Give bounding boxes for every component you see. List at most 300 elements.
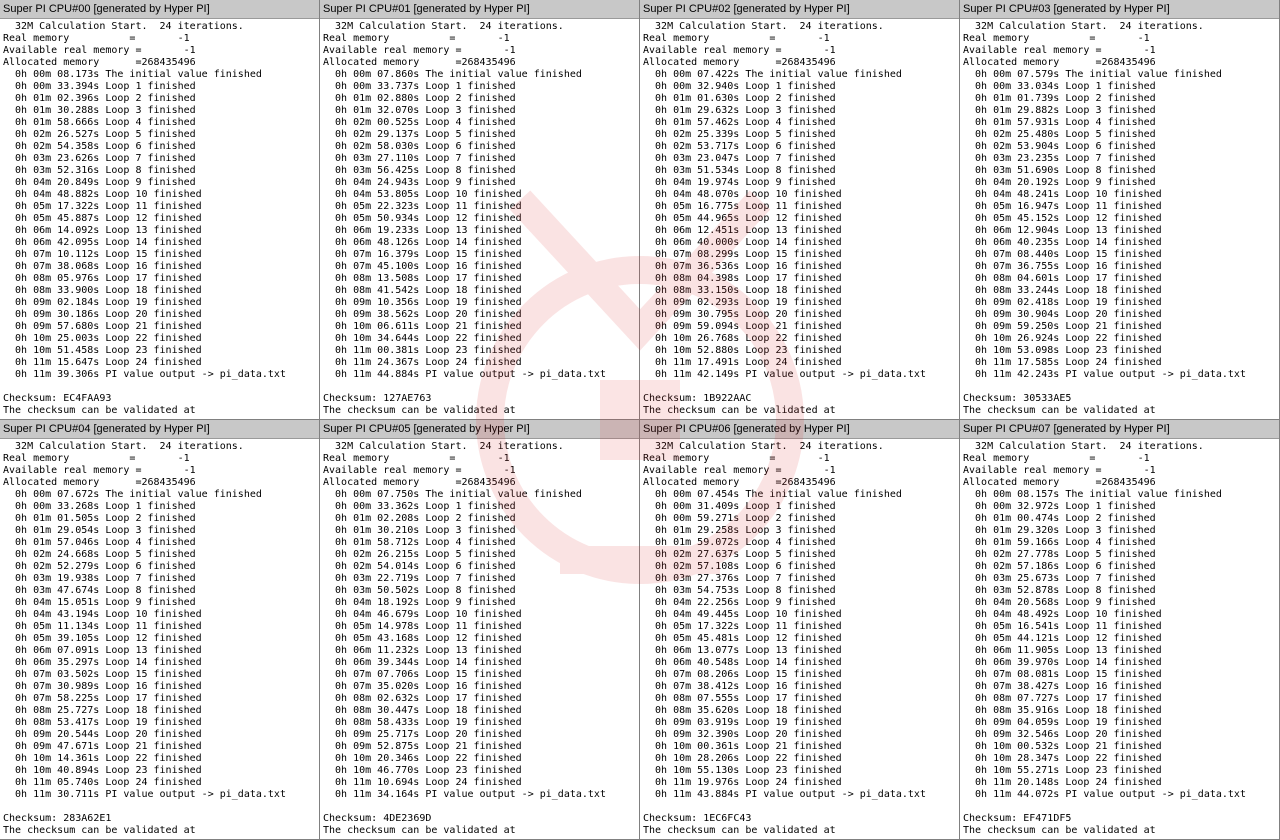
timing-line: 0h 04m 18.192s Loop 9 finished	[323, 597, 516, 608]
timing-line: 0h 00m 07.422s The initial value finished	[643, 69, 902, 80]
timing-line: 0h 07m 08.299s Loop 15 finished	[643, 249, 842, 260]
timing-line: 0h 05m 39.105s Loop 12 finished	[3, 633, 202, 644]
timing-line: 0h 04m 48.882s Loop 10 finished	[3, 189, 202, 200]
timing-line: 0h 10m 25.003s Loop 22 finished	[3, 333, 202, 344]
checksum-line	[3, 393, 319, 405]
timing-line: 0h 03m 52.878s Loop 8 finished	[963, 585, 1156, 596]
window-title-suffix: [generated by Hyper PI]	[730, 423, 850, 435]
timing-line: 0h 07m 07.706s Loop 15 finished	[323, 669, 522, 680]
timing-line: 0h 11m 17.585s Loop 24 finished	[963, 357, 1162, 368]
timing-line: 0h 11m 15.647s Loop 24 finished	[3, 357, 202, 368]
timing-line: 0h 00m 33.268s Loop 1 finished	[3, 501, 196, 512]
timing-line: 0h 02m 54.358s Loop 6 finished	[3, 141, 196, 152]
blank-line	[963, 381, 1279, 393]
timing-line: 0h 00m 59.271s Loop 2 finished	[643, 513, 836, 524]
timing-line: 0h 01m 59.072s Loop 4 finished	[643, 537, 836, 548]
timing-line: 0h 10m 14.361s Loop 22 finished	[3, 753, 202, 764]
window-titlebar[interactable]	[960, 420, 1279, 439]
timing-line: 0h 06m 42.095s Loop 14 finished	[3, 237, 202, 248]
timing-line: 0h 08m 30.447s Loop 18 finished	[323, 705, 522, 716]
timing-line: 0h 10m 28.347s Loop 22 finished	[963, 753, 1162, 764]
timing-line: 0h 01m 29.258s Loop 3 finished	[643, 525, 836, 536]
timing-line: 0h 09m 30.186s Loop 20 finished	[3, 309, 202, 320]
timing-line: 0h 03m 19.938s Loop 7 finished	[3, 573, 196, 584]
blank-line	[3, 801, 319, 813]
timing-line: 0h 11m 05.740s Loop 24 finished	[3, 777, 202, 788]
checksum-footer: The checksum can be validated at	[323, 405, 516, 416]
timing-line: 0h 05m 45.481s Loop 12 finished	[643, 633, 842, 644]
header-line: 32M Calculation Start. 24 iterations.	[3, 21, 244, 32]
checksum-label: Checksum:	[963, 393, 1024, 404]
timing-line: 0h 09m 02.293s Loop 19 finished	[643, 297, 842, 308]
timing-line: 0h 11m 10.694s Loop 24 finished	[323, 777, 522, 788]
timing-line: 0h 07m 45.100s Loop 16 finished	[323, 261, 522, 272]
timing-line: 0h 07m 38.068s Loop 16 finished	[3, 261, 202, 272]
window-titlebar[interactable]	[320, 420, 639, 439]
header-line: Allocated memory =268435496	[643, 477, 836, 488]
timing-line: 0h 04m 48.241s Loop 10 finished	[963, 189, 1162, 200]
timing-line: 0h 04m 48.492s Loop 10 finished	[963, 609, 1162, 620]
timing-line: 0h 07m 35.020s Loop 16 finished	[323, 681, 522, 692]
header-line: Allocated memory =268435496	[963, 57, 1156, 68]
timing-line: 0h 08m 33.150s Loop 18 finished	[643, 285, 842, 296]
timing-line: 0h 06m 19.233s Loop 13 finished	[323, 225, 522, 236]
header-line: 32M Calculation Start. 24 iterations.	[323, 441, 564, 452]
timing-line: 0h 05m 16.541s Loop 11 finished	[963, 621, 1162, 632]
timing-line: 0h 00m 08.173s The initial value finished	[3, 69, 262, 80]
header-line: 32M Calculation Start. 24 iterations.	[643, 21, 884, 32]
timing-line: 0h 09m 52.875s Loop 21 finished	[323, 741, 522, 752]
timing-line: 0h 08m 13.508s Loop 17 finished	[323, 273, 522, 284]
timing-line: 0h 06m 48.126s Loop 14 finished	[323, 237, 522, 248]
timing-line: 0h 09m 10.356s Loop 19 finished	[323, 297, 522, 308]
timing-line: 0h 04m 24.943s Loop 9 finished	[323, 177, 516, 188]
timing-line: 0h 05m 22.323s Loop 11 finished	[323, 201, 522, 212]
timing-line: 0h 04m 43.194s Loop 10 finished	[3, 609, 202, 620]
blank-line	[323, 381, 639, 393]
header-line: 32M Calculation Start. 24 iterations.	[963, 441, 1204, 452]
timing-line: 0h 11m 24.367s Loop 24 finished	[323, 357, 522, 368]
timing-line: 0h 00m 07.579s The initial value finished	[963, 69, 1222, 80]
timing-line: 0h 02m 26.527s Loop 5 finished	[3, 129, 196, 140]
timing-line: 0h 05m 44.121s Loop 12 finished	[963, 633, 1162, 644]
window-title-suffix: [generated by Hyper PI]	[90, 423, 210, 435]
timing-line: 0h 07m 10.112s Loop 15 finished	[3, 249, 202, 260]
timing-line: 0h 03m 51.690s Loop 8 finished	[963, 165, 1156, 176]
checksum-label: Checksum:	[3, 393, 64, 404]
timing-line: 0h 10m 00.532s Loop 21 finished	[963, 741, 1162, 752]
timing-line: 0h 10m 26.768s Loop 22 finished	[643, 333, 842, 344]
timing-line: 0h 07m 16.379s Loop 15 finished	[323, 249, 522, 260]
timing-line: 0h 10m 55.271s Loop 23 finished	[963, 765, 1162, 776]
timing-line: 0h 05m 14.978s Loop 11 finished	[323, 621, 522, 632]
timing-line: 0h 04m 20.568s Loop 9 finished	[963, 597, 1156, 608]
timing-line: 0h 01m 29.882s Loop 3 finished	[963, 105, 1156, 116]
timing-line: 0h 06m 14.092s Loop 13 finished	[3, 225, 202, 236]
blank-line	[3, 381, 319, 393]
window-title-suffix: [generated by Hyper PI]	[410, 3, 530, 15]
header-line: Real memory = -1	[643, 33, 830, 44]
timing-line: 0h 09m 20.544s Loop 20 finished	[3, 729, 202, 740]
window-title-suffix: [generated by Hyper PI]	[1050, 423, 1170, 435]
timing-line: 0h 02m 53.904s Loop 6 finished	[963, 141, 1156, 152]
timing-line: 0h 00m 32.972s Loop 1 finished	[963, 501, 1156, 512]
checksum-line	[963, 813, 1279, 825]
superpi-window-cpu03[interactable]	[960, 0, 1280, 420]
timing-line: 0h 08m 02.632s Loop 17 finished	[323, 693, 522, 704]
timing-line: 0h 02m 29.137s Loop 5 finished	[323, 129, 516, 140]
timing-line: 0h 00m 33.034s Loop 1 finished	[963, 81, 1156, 92]
timing-line: 0h 03m 54.753s Loop 8 finished	[643, 585, 836, 596]
timing-line: 0h 03m 27.376s Loop 7 finished	[643, 573, 836, 584]
timing-line: 0h 05m 11.134s Loop 11 finished	[3, 621, 202, 632]
timing-line: 0h 03m 56.425s Loop 8 finished	[323, 165, 516, 176]
timing-line: 0h 11m 44.072s PI value output -> pi_data.txt	[963, 789, 1246, 800]
window-title: Super PI CPU#07	[963, 423, 1051, 435]
timing-line: 0h 09m 32.390s Loop 20 finished	[643, 729, 842, 740]
timing-line: 0h 10m 20.346s Loop 22 finished	[323, 753, 522, 764]
timing-line: 0h 03m 50.502s Loop 8 finished	[323, 585, 516, 596]
timing-line: 0h 10m 46.770s Loop 23 finished	[323, 765, 522, 776]
timing-line: 0h 09m 57.680s Loop 21 finished	[3, 321, 202, 332]
timing-line: 0h 08m 35.916s Loop 18 finished	[963, 705, 1162, 716]
header-line: Available real memory = -1	[963, 465, 1156, 476]
window-titlebar[interactable]	[0, 0, 319, 19]
timing-line: 0h 00m 33.362s Loop 1 finished	[323, 501, 516, 512]
timing-line: 0h 02m 27.778s Loop 5 finished	[963, 549, 1156, 560]
window-title-suffix: [generated by Hyper PI]	[90, 3, 210, 15]
checksum-line	[963, 393, 1279, 405]
timing-line: 0h 06m 40.548s Loop 14 finished	[643, 657, 842, 668]
checksum-value: 127AE763	[383, 393, 432, 404]
timing-line: 0h 01m 59.166s Loop 4 finished	[963, 537, 1156, 548]
timing-line: 0h 02m 25.480s Loop 5 finished	[963, 129, 1156, 140]
checksum-line	[323, 813, 639, 825]
checksum-line	[323, 393, 639, 405]
timing-line: 0h 04m 20.192s Loop 9 finished	[963, 177, 1156, 188]
checksum-value: EF471DF5	[1023, 813, 1072, 824]
header-line: 32M Calculation Start. 24 iterations.	[643, 441, 884, 452]
timing-line: 0h 08m 33.900s Loop 18 finished	[3, 285, 202, 296]
timing-line: 0h 02m 26.215s Loop 5 finished	[323, 549, 516, 560]
timing-line: 0h 07m 36.536s Loop 16 finished	[643, 261, 842, 272]
timing-line: 0h 07m 38.412s Loop 16 finished	[643, 681, 842, 692]
timing-line: 0h 02m 53.717s Loop 6 finished	[643, 141, 836, 152]
header-line: 32M Calculation Start. 24 iterations.	[963, 21, 1204, 32]
header-line: Real memory = -1	[3, 33, 190, 44]
timing-line: 0h 05m 50.934s Loop 12 finished	[323, 213, 522, 224]
timing-line: 0h 04m 15.051s Loop 9 finished	[3, 597, 196, 608]
superpi-window-cpu07[interactable]	[960, 420, 1280, 840]
checksum-label: Checksum:	[643, 393, 704, 404]
console-output[interactable]	[640, 19, 959, 417]
timing-line: 0h 11m 00.381s Loop 23 finished	[323, 345, 522, 356]
timing-line: 0h 03m 51.534s Loop 8 finished	[643, 165, 836, 176]
timing-line: 0h 06m 40.235s Loop 14 finished	[963, 237, 1162, 248]
header-line: Real memory = -1	[963, 453, 1150, 464]
window-titlebar[interactable]	[640, 420, 959, 439]
timing-line: 0h 07m 38.427s Loop 16 finished	[963, 681, 1162, 692]
timing-line: 0h 01m 01.630s Loop 2 finished	[643, 93, 836, 104]
timing-line: 0h 10m 26.924s Loop 22 finished	[963, 333, 1162, 344]
timing-line: 0h 00m 32.940s Loop 1 finished	[643, 81, 836, 92]
timing-line: 0h 06m 11.905s Loop 13 finished	[963, 645, 1162, 656]
header-line: Available real memory = -1	[3, 45, 196, 56]
timing-line: 0h 07m 30.989s Loop 16 finished	[3, 681, 202, 692]
window-title-suffix: [generated by Hyper PI]	[730, 3, 850, 15]
timing-line: 0h 09m 02.418s Loop 19 finished	[963, 297, 1162, 308]
timing-line: 0h 02m 54.014s Loop 6 finished	[323, 561, 516, 572]
timing-line: 0h 05m 16.775s Loop 11 finished	[643, 201, 842, 212]
timing-line: 0h 01m 29.632s Loop 3 finished	[643, 105, 836, 116]
timing-line: 0h 08m 53.417s Loop 19 finished	[3, 717, 202, 728]
checksum-value: 4DE2369D	[383, 813, 432, 824]
timing-line: 0h 09m 25.717s Loop 20 finished	[323, 729, 522, 740]
window-titlebar[interactable]	[0, 420, 319, 439]
timing-line: 0h 10m 34.644s Loop 22 finished	[323, 333, 522, 344]
timing-line: 0h 01m 57.931s Loop 4 finished	[963, 117, 1156, 128]
timing-line: 0h 07m 08.440s Loop 15 finished	[963, 249, 1162, 260]
window-titlebar[interactable]	[640, 0, 959, 19]
timing-line: 0h 00m 07.454s The initial value finished	[643, 489, 902, 500]
window-title: Super PI CPU#03	[963, 3, 1051, 15]
superpi-window-cpu02[interactable]	[640, 0, 960, 420]
timing-line: 0h 09m 59.094s Loop 21 finished	[643, 321, 842, 332]
timing-line: 0h 11m 39.306s PI value output -> pi_data.txt	[3, 369, 286, 380]
header-line: Allocated memory =268435496	[3, 57, 196, 68]
timing-line: 0h 10m 28.206s Loop 22 finished	[643, 753, 842, 764]
timing-line: 0h 05m 16.947s Loop 11 finished	[963, 201, 1162, 212]
timing-line: 0h 09m 30.904s Loop 20 finished	[963, 309, 1162, 320]
checksum-footer: The checksum can be validated at	[643, 825, 836, 836]
timing-line: 0h 11m 43.884s PI value output -> pi_data.txt	[643, 789, 926, 800]
checksum-value: 30533AE5	[1023, 393, 1072, 404]
timing-line: 0h 11m 34.164s PI value output -> pi_data.txt	[323, 789, 606, 800]
header-line: Allocated memory =268435496	[3, 477, 196, 488]
timing-line: 0h 10m 40.894s Loop 23 finished	[3, 765, 202, 776]
timing-line: 0h 00m 07.860s The initial value finished	[323, 69, 582, 80]
timing-line: 0h 02m 25.339s Loop 5 finished	[643, 129, 836, 140]
console-output[interactable]	[0, 439, 319, 837]
timing-line: 0h 02m 00.525s Loop 4 finished	[323, 117, 516, 128]
superpi-window-cpu06[interactable]	[640, 420, 960, 840]
timing-line: 0h 03m 23.626s Loop 7 finished	[3, 153, 196, 164]
timing-line: 0h 09m 04.059s Loop 19 finished	[963, 717, 1162, 728]
checksum-value: EC4FAA93	[63, 393, 112, 404]
window-titlebar[interactable]	[960, 0, 1279, 19]
timing-line: 0h 06m 12.904s Loop 13 finished	[963, 225, 1162, 236]
timing-line: 0h 10m 53.098s Loop 23 finished	[963, 345, 1162, 356]
timing-line: 0h 04m 53.805s Loop 10 finished	[323, 189, 522, 200]
timing-line: 0h 03m 22.719s Loop 7 finished	[323, 573, 516, 584]
timing-line: 0h 01m 30.288s Loop 3 finished	[3, 105, 196, 116]
header-line: Real memory = -1	[963, 33, 1150, 44]
superpi-window-cpu05[interactable]	[320, 420, 640, 840]
console-output[interactable]	[320, 19, 639, 417]
timing-line: 0h 11m 42.149s PI value output -> pi_data.txt	[643, 369, 926, 380]
timing-line: 0h 08m 07.555s Loop 17 finished	[643, 693, 842, 704]
blank-line	[323, 801, 639, 813]
timing-line: 0h 08m 04.601s Loop 17 finished	[963, 273, 1162, 284]
header-line: 32M Calculation Start. 24 iterations.	[323, 21, 564, 32]
checksum-value: 1EC6FC43	[703, 813, 752, 824]
checksum-value: 283A62E1	[63, 813, 112, 824]
header-line: Available real memory = -1	[963, 45, 1156, 56]
timing-line: 0h 01m 29.054s Loop 3 finished	[3, 525, 196, 536]
timing-line: 0h 05m 44.965s Loop 12 finished	[643, 213, 842, 224]
timing-line: 0h 11m 19.976s Loop 24 finished	[643, 777, 842, 788]
timing-line: 0h 09m 59.250s Loop 21 finished	[963, 321, 1162, 332]
checksum-label: Checksum:	[643, 813, 704, 824]
timing-line: 0h 05m 45.887s Loop 12 finished	[3, 213, 202, 224]
timing-line: 0h 00m 08.157s The initial value finished	[963, 489, 1222, 500]
checksum-line	[3, 813, 319, 825]
window-title-suffix: [generated by Hyper PI]	[410, 423, 530, 435]
header-line: Allocated memory =268435496	[643, 57, 836, 68]
checksum-label: Checksum:	[323, 393, 384, 404]
checksum-label: Checksum:	[3, 813, 64, 824]
timing-line: 0h 02m 57.186s Loop 6 finished	[963, 561, 1156, 572]
timing-line: 0h 07m 08.081s Loop 15 finished	[963, 669, 1162, 680]
timing-line: 0h 02m 58.030s Loop 6 finished	[323, 141, 516, 152]
timing-line: 0h 07m 58.225s Loop 17 finished	[3, 693, 202, 704]
window-title: Super PI CPU#05	[323, 423, 411, 435]
timing-line: 0h 00m 33.394s Loop 1 finished	[3, 81, 196, 92]
timing-line: 0h 11m 42.243s PI value output -> pi_data.txt	[963, 369, 1246, 380]
timing-line: 0h 00m 33.737s Loop 1 finished	[323, 81, 516, 92]
timing-line: 0h 01m 57.046s Loop 4 finished	[3, 537, 196, 548]
timing-line: 0h 10m 52.880s Loop 23 finished	[643, 345, 842, 356]
checksum-footer: The checksum can be validated at	[963, 825, 1156, 836]
timing-line: 0h 05m 17.322s Loop 11 finished	[643, 621, 842, 632]
timing-line: 0h 01m 57.462s Loop 4 finished	[643, 117, 836, 128]
blank-line	[643, 801, 959, 813]
window-titlebar[interactable]	[320, 0, 639, 19]
timing-line: 0h 05m 45.152s Loop 12 finished	[963, 213, 1162, 224]
timing-line: 0h 00m 31.409s Loop 1 finished	[643, 501, 836, 512]
timing-line: 0h 06m 11.232s Loop 13 finished	[323, 645, 522, 656]
header-line: Available real memory = -1	[643, 45, 836, 56]
timing-line: 0h 09m 47.671s Loop 21 finished	[3, 741, 202, 752]
timing-line: 0h 01m 30.210s Loop 3 finished	[323, 525, 516, 536]
console-output[interactable]	[960, 19, 1279, 417]
header-line: Real memory = -1	[643, 453, 830, 464]
header-line: Available real memory = -1	[643, 465, 836, 476]
timing-line: 0h 02m 24.668s Loop 5 finished	[3, 549, 196, 560]
timing-line: 0h 04m 22.256s Loop 9 finished	[643, 597, 836, 608]
checksum-footer: The checksum can be validated at	[643, 405, 836, 416]
timing-line: 0h 01m 01.505s Loop 2 finished	[3, 513, 196, 524]
timing-line: 0h 01m 58.712s Loop 4 finished	[323, 537, 516, 548]
header-line: Allocated memory =268435496	[323, 477, 516, 488]
timing-line: 0h 08m 25.727s Loop 18 finished	[3, 705, 202, 716]
timing-line: 0h 07m 36.755s Loop 16 finished	[963, 261, 1162, 272]
timing-line: 0h 05m 17.322s Loop 11 finished	[3, 201, 202, 212]
header-line: Allocated memory =268435496	[963, 477, 1156, 488]
superpi-window-cpu01[interactable]	[320, 0, 640, 420]
checksum-footer: The checksum can be validated at	[3, 825, 196, 836]
timing-line: 0h 08m 05.976s Loop 17 finished	[3, 273, 202, 284]
superpi-window-cpu04[interactable]	[0, 420, 320, 840]
timing-line: 0h 08m 33.244s Loop 18 finished	[963, 285, 1162, 296]
timing-line: 0h 04m 19.974s Loop 9 finished	[643, 177, 836, 188]
superpi-window-cpu00[interactable]	[0, 0, 320, 420]
timing-line: 0h 11m 44.884s PI value output -> pi_data.txt	[323, 369, 606, 380]
checksum-label: Checksum:	[963, 813, 1024, 824]
timing-line: 0h 11m 30.711s PI value output -> pi_data.txt	[3, 789, 286, 800]
timing-line: 0h 08m 07.727s Loop 17 finished	[963, 693, 1162, 704]
timing-line: 0h 06m 39.344s Loop 14 finished	[323, 657, 522, 668]
timing-line: 0h 02m 52.279s Loop 6 finished	[3, 561, 196, 572]
console-output[interactable]	[960, 439, 1279, 837]
timing-line: 0h 09m 38.562s Loop 20 finished	[323, 309, 522, 320]
timing-line: 0h 08m 41.542s Loop 18 finished	[323, 285, 522, 296]
header-line: Available real memory = -1	[323, 465, 516, 476]
checksum-label: Checksum:	[323, 813, 384, 824]
timing-line: 0h 06m 12.451s Loop 13 finished	[643, 225, 842, 236]
console-output[interactable]	[640, 439, 959, 837]
timing-line: 0h 06m 40.000s Loop 14 finished	[643, 237, 842, 248]
timing-line: 0h 01m 02.396s Loop 2 finished	[3, 93, 196, 104]
timing-line: 0h 01m 00.474s Loop 2 finished	[963, 513, 1156, 524]
blank-line	[643, 381, 959, 393]
timing-line: 0h 06m 07.091s Loop 13 finished	[3, 645, 202, 656]
console-output[interactable]	[0, 19, 319, 417]
header-line: 32M Calculation Start. 24 iterations.	[3, 441, 244, 452]
timing-line: 0h 01m 02.880s Loop 2 finished	[323, 93, 516, 104]
timing-line: 0h 10m 55.130s Loop 23 finished	[643, 765, 842, 776]
timing-line: 0h 01m 01.739s Loop 2 finished	[963, 93, 1156, 104]
console-output[interactable]	[320, 439, 639, 837]
timing-line: 0h 08m 58.433s Loop 19 finished	[323, 717, 522, 728]
timing-line: 0h 03m 27.110s Loop 7 finished	[323, 153, 516, 164]
timing-line: 0h 00m 07.750s The initial value finished	[323, 489, 582, 500]
timing-line: 0h 10m 06.611s Loop 21 finished	[323, 321, 522, 332]
window-title: Super PI CPU#00	[3, 3, 91, 15]
header-line: Allocated memory =268435496	[323, 57, 516, 68]
timing-line: 0h 06m 35.297s Loop 14 finished	[3, 657, 202, 668]
timing-line: 0h 01m 02.208s Loop 2 finished	[323, 513, 516, 524]
timing-line: 0h 03m 25.673s Loop 7 finished	[963, 573, 1156, 584]
timing-line: 0h 10m 51.458s Loop 23 finished	[3, 345, 202, 356]
timing-line: 0h 04m 48.070s Loop 10 finished	[643, 189, 842, 200]
window-title: Super PI CPU#06	[643, 423, 731, 435]
timing-line: 0h 03m 23.047s Loop 7 finished	[643, 153, 836, 164]
timing-line: 0h 03m 47.674s Loop 8 finished	[3, 585, 196, 596]
window-title-suffix: [generated by Hyper PI]	[1050, 3, 1170, 15]
timing-line: 0h 07m 08.206s Loop 15 finished	[643, 669, 842, 680]
timing-line: 0h 00m 07.672s The initial value finished	[3, 489, 262, 500]
header-line: Available real memory = -1	[323, 45, 516, 56]
timing-line: 0h 09m 03.919s Loop 19 finished	[643, 717, 842, 728]
checksum-line	[643, 813, 959, 825]
timing-line: 0h 02m 27.637s Loop 5 finished	[643, 549, 836, 560]
timing-line: 0h 05m 43.168s Loop 12 finished	[323, 633, 522, 644]
blank-line	[963, 801, 1279, 813]
checksum-line	[643, 393, 959, 405]
window-title: Super PI CPU#04	[3, 423, 91, 435]
timing-line: 0h 03m 23.235s Loop 7 finished	[963, 153, 1156, 164]
window-title: Super PI CPU#02	[643, 3, 731, 15]
timing-line: 0h 08m 04.398s Loop 17 finished	[643, 273, 842, 284]
timing-line: 0h 08m 35.620s Loop 18 finished	[643, 705, 842, 716]
checksum-footer: The checksum can be validated at	[963, 405, 1156, 416]
timing-line: 0h 04m 20.849s Loop 9 finished	[3, 177, 196, 188]
timing-line: 0h 07m 03.502s Loop 15 finished	[3, 669, 202, 680]
timing-line: 0h 09m 32.546s Loop 20 finished	[963, 729, 1162, 740]
timing-line: 0h 06m 39.970s Loop 14 finished	[963, 657, 1162, 668]
header-line: Available real memory = -1	[3, 465, 196, 476]
